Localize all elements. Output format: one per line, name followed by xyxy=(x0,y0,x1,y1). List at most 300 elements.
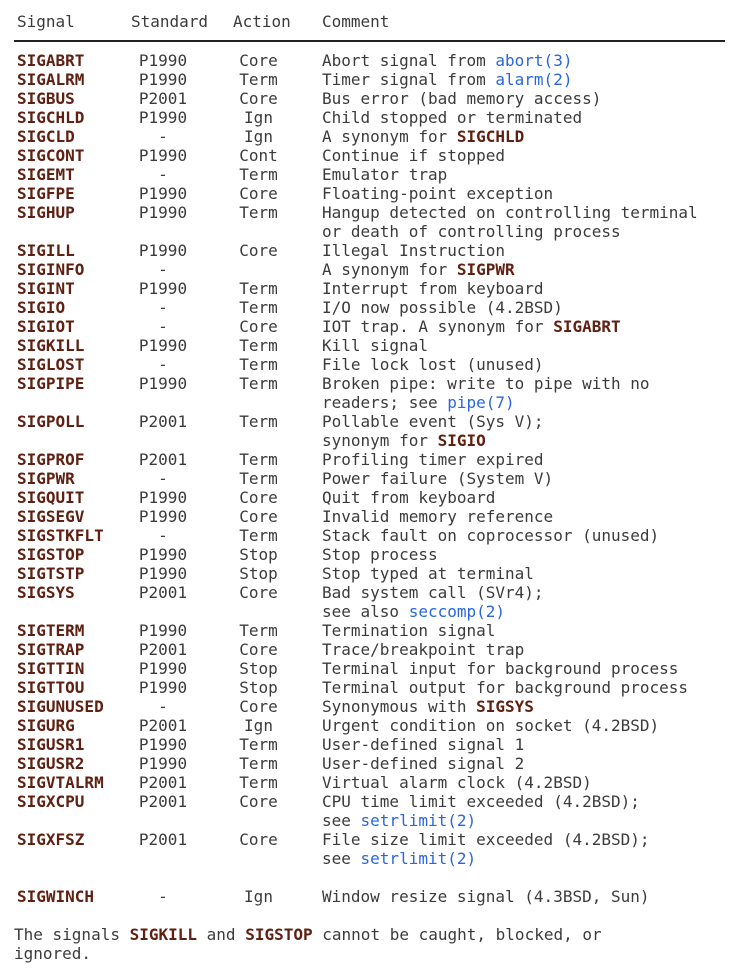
comment-line xyxy=(322,583,725,602)
standard-cell: - xyxy=(158,697,168,716)
footnote-paragraph xyxy=(14,925,725,963)
comment-line xyxy=(322,450,725,469)
comment-cell xyxy=(322,260,725,279)
signal-name-cell xyxy=(14,545,131,564)
action-cell: Term xyxy=(239,469,278,488)
comment-line xyxy=(322,431,725,450)
signal-reference: SIGSTOP xyxy=(245,925,313,944)
comment-cell xyxy=(322,184,725,203)
comment-line xyxy=(322,792,725,811)
standard-cell: - xyxy=(158,260,168,279)
signal-name: SIGUSR2 xyxy=(17,754,85,773)
comment-cell xyxy=(322,165,725,184)
text-segment: Stop process xyxy=(322,545,438,564)
text-segment: Hangup detected on controlling terminal xyxy=(322,203,698,222)
text-segment: readers; see xyxy=(322,393,448,412)
comment-cell xyxy=(322,70,725,89)
action-cell: Stop xyxy=(239,659,278,678)
standard-cell: P1990 xyxy=(138,754,188,773)
signal-name: SIGINT xyxy=(17,279,75,298)
signal-reference: SIGSYS xyxy=(476,697,534,716)
comment-line xyxy=(322,621,725,640)
signal-name: SIGCLD xyxy=(17,127,75,146)
table-row xyxy=(14,887,725,906)
signal-name-cell xyxy=(14,89,131,108)
comment-line xyxy=(322,108,725,127)
comment-line xyxy=(322,260,725,279)
action-cell: Term xyxy=(239,412,278,431)
comment-cell xyxy=(322,716,725,735)
signal-name: SIGEMT xyxy=(17,165,75,184)
signal-name-cell xyxy=(14,184,131,203)
comment-line xyxy=(322,222,725,241)
signal-name: SIGFPE xyxy=(17,184,75,203)
action-cell: Core xyxy=(239,51,278,70)
standard-cell: P1990 xyxy=(138,735,188,754)
alarm-2-link[interactable]: alarm(2) xyxy=(495,70,573,89)
text-segment: Child stopped or terminated xyxy=(322,108,583,127)
text-segment: File lock lost (unused) xyxy=(322,355,544,374)
signal-name: SIGSYS xyxy=(17,583,75,602)
standard-cell: - xyxy=(158,127,168,146)
table-row xyxy=(14,70,725,89)
text-segment: Profiling timer expired xyxy=(322,450,544,469)
comment-cell xyxy=(322,488,725,507)
table-row xyxy=(14,241,725,260)
signal-name: SIGSTKFLT xyxy=(17,526,104,545)
comment-line xyxy=(322,165,725,184)
standard-cell: - xyxy=(158,165,168,184)
comment-cell xyxy=(322,526,725,545)
action-cell: Term xyxy=(239,526,278,545)
standard-cell: P1990 xyxy=(138,678,188,697)
setrlimit-2-link[interactable]: setrlimit(2) xyxy=(360,849,477,868)
signal-name: SIGCONT xyxy=(17,146,85,165)
comment-line xyxy=(322,678,725,697)
comment-cell xyxy=(322,241,725,260)
column-header-standard: Standard xyxy=(131,12,195,41)
signal-name-cell xyxy=(14,678,131,697)
comment-line xyxy=(322,602,725,621)
text-segment: ignored. xyxy=(14,944,92,963)
table-row xyxy=(14,583,725,621)
setrlimit-2-link[interactable]: setrlimit(2) xyxy=(360,811,477,830)
text-segment: Kill signal xyxy=(322,336,428,355)
table-row xyxy=(14,697,725,716)
text-segment: Bus error (bad memory access) xyxy=(322,89,602,108)
signal-name: SIGTRAP xyxy=(17,640,85,659)
text-segment: Interrupt from keyboard xyxy=(322,279,544,298)
signal-name: SIGPWR xyxy=(17,469,75,488)
comment-line xyxy=(322,773,725,792)
text-segment: Abort signal from xyxy=(322,51,496,70)
text-segment: see xyxy=(322,811,361,830)
comment-cell xyxy=(322,146,725,165)
table-row xyxy=(14,678,725,697)
table-row xyxy=(14,469,725,488)
table-body xyxy=(14,41,725,906)
text-segment: User-defined signal 2 xyxy=(322,754,525,773)
table-row xyxy=(14,545,725,564)
standard-cell: P2001 xyxy=(138,89,188,108)
signal-name-cell xyxy=(14,41,131,70)
standard-cell: P2001 xyxy=(138,773,188,792)
standard-cell: P2001 xyxy=(138,412,188,431)
signal-name-cell xyxy=(14,697,131,716)
action-cell: Term xyxy=(239,374,278,393)
table-row xyxy=(14,526,725,545)
table-row xyxy=(14,564,725,583)
table-row xyxy=(14,412,725,450)
action-cell: Term xyxy=(239,450,278,469)
action-cell: Core xyxy=(239,830,278,849)
action-cell: Core xyxy=(239,792,278,811)
standard-cell: P2001 xyxy=(138,792,188,811)
signal-name-cell xyxy=(14,640,131,659)
text-segment: Termination signal xyxy=(322,621,496,640)
action-cell: Stop xyxy=(239,545,278,564)
signal-name-cell xyxy=(14,165,131,184)
footnote-line xyxy=(14,925,725,944)
column-header-comment: Comment xyxy=(322,12,725,41)
standard-cell: P1990 xyxy=(138,564,188,583)
text-segment: Trace/breakpoint trap xyxy=(322,640,525,659)
seccomp-2-link[interactable]: seccomp(2) xyxy=(408,602,506,621)
text-segment: Stop typed at terminal xyxy=(322,564,534,583)
comment-cell xyxy=(322,507,725,526)
comment-cell xyxy=(322,203,725,241)
action-cell: Cont xyxy=(239,146,278,165)
comment-cell xyxy=(322,469,725,488)
signal-reference: SIGABRT xyxy=(553,317,621,336)
table-row xyxy=(14,260,725,279)
comment-line xyxy=(322,811,725,830)
signal-name: SIGTSTP xyxy=(17,564,85,583)
table-row xyxy=(14,792,725,830)
action-cell: Ign xyxy=(244,716,273,735)
comment-line xyxy=(322,70,725,89)
table-row xyxy=(14,165,725,184)
table-row xyxy=(14,507,725,526)
standard-cell: P2001 xyxy=(138,716,188,735)
comment-line xyxy=(322,735,725,754)
action-cell: Core xyxy=(239,317,278,336)
text-segment: Terminal input for background process xyxy=(322,659,679,678)
text-segment: User-defined signal 1 xyxy=(322,735,525,754)
action-cell: Ign xyxy=(244,127,273,146)
table-header-row xyxy=(14,12,725,41)
signal-name-cell xyxy=(14,469,131,488)
comment-line xyxy=(322,412,725,431)
standard-cell: P1990 xyxy=(138,545,188,564)
standard-cell: P2001 xyxy=(138,830,188,849)
text-segment: Illegal Instruction xyxy=(322,241,506,260)
comment-line xyxy=(322,507,725,526)
table-row xyxy=(14,621,725,640)
comment-cell xyxy=(322,412,725,450)
footnote-line xyxy=(14,944,725,963)
table-row xyxy=(14,735,725,754)
table-row xyxy=(14,279,725,298)
signal-name-cell xyxy=(14,507,131,526)
text-segment: Urgent condition on socket (4.2BSD) xyxy=(322,716,660,735)
comment-cell xyxy=(322,735,725,754)
action-cell: Term xyxy=(239,203,278,222)
signal-name-cell xyxy=(14,773,131,792)
text-segment: Quit from keyboard xyxy=(322,488,496,507)
action-cell: Term xyxy=(239,735,278,754)
action-cell: Term xyxy=(239,773,278,792)
text-segment: see also xyxy=(322,602,409,621)
signal-name-cell xyxy=(14,830,131,868)
signal-name: SIGTTOU xyxy=(17,678,85,697)
text-segment: IOT trap. A synonym for xyxy=(322,317,554,336)
action-cell: Core xyxy=(239,488,278,507)
signal-name: SIGXCPU xyxy=(17,792,85,811)
comment-line xyxy=(322,127,725,146)
comment-cell xyxy=(322,279,725,298)
table-row xyxy=(14,317,725,336)
standard-cell: - xyxy=(158,887,168,906)
signal-name-cell xyxy=(14,336,131,355)
comment-cell xyxy=(322,355,725,374)
signal-name: SIGABRT xyxy=(17,51,85,70)
text-segment: A synonym for xyxy=(322,260,457,279)
signal-name: SIGVTALRM xyxy=(17,773,104,792)
pipe-7-link[interactable]: pipe(7) xyxy=(447,393,515,412)
table-row xyxy=(14,146,725,165)
comment-cell xyxy=(322,887,725,906)
signal-name-cell xyxy=(14,526,131,545)
comment-cell xyxy=(322,773,725,792)
comment-line xyxy=(322,697,725,716)
action-cell: Core xyxy=(239,697,278,716)
text-segment: cannot be caught, blocked, or xyxy=(312,925,602,944)
comment-cell xyxy=(322,298,725,317)
text-segment: Stack fault on coprocessor (unused) xyxy=(322,526,660,545)
comment-cell xyxy=(322,830,725,868)
action-cell: Ign xyxy=(244,887,273,906)
comment-line xyxy=(322,659,725,678)
action-cell: Term xyxy=(239,298,278,317)
text-segment: Broken pipe: write to pipe with no xyxy=(322,374,650,393)
comment-line xyxy=(322,374,725,393)
table-row xyxy=(14,640,725,659)
text-segment: CPU time limit exceeded (4.2BSD); xyxy=(322,792,640,811)
table-row xyxy=(14,298,725,317)
signal-name-cell xyxy=(14,70,131,89)
signal-reference: SIGKILL xyxy=(129,925,198,944)
signal-name-cell xyxy=(14,241,131,260)
signal-name: SIGTERM xyxy=(17,621,85,640)
standard-cell: P1990 xyxy=(138,108,188,127)
signal-name: SIGIOT xyxy=(17,317,75,336)
comment-line xyxy=(322,336,725,355)
text-segment: Continue if stopped xyxy=(322,146,506,165)
signal-name: SIGSTOP xyxy=(17,545,85,564)
signal-name-cell xyxy=(14,792,131,830)
text-segment: or death of controlling process xyxy=(322,222,621,241)
text-segment: Synonymous with xyxy=(322,697,477,716)
comment-cell xyxy=(322,89,725,108)
signal-name: SIGTTIN xyxy=(17,659,85,678)
comment-line xyxy=(322,298,725,317)
comment-cell xyxy=(322,41,725,70)
table-row xyxy=(14,374,725,412)
comment-cell xyxy=(322,678,725,697)
comment-cell xyxy=(322,545,725,564)
signal-reference: SIGCHLD xyxy=(456,127,525,146)
text-segment: Window resize signal (4.3BSD, Sun) xyxy=(322,887,650,906)
text-segment: The signals xyxy=(14,925,130,944)
text-segment: see xyxy=(322,849,361,868)
comment-line xyxy=(322,469,725,488)
table-row xyxy=(14,773,725,792)
action-cell: Core xyxy=(239,507,278,526)
comment-line xyxy=(322,564,725,583)
signal-name-cell xyxy=(14,260,131,279)
comment-cell xyxy=(322,659,725,678)
comment-line xyxy=(322,51,725,70)
signal-name: SIGUNUSED xyxy=(17,697,104,716)
comment-cell xyxy=(322,127,725,146)
text-segment: Power failure (System V) xyxy=(322,469,554,488)
standard-cell: P1990 xyxy=(138,659,188,678)
signal-name-cell xyxy=(14,127,131,146)
action-cell: Term xyxy=(239,279,278,298)
signal-name-cell xyxy=(14,887,131,906)
comment-line xyxy=(322,488,725,507)
standard-cell: - xyxy=(158,298,168,317)
standard-cell: P1990 xyxy=(138,203,188,222)
standard-cell: - xyxy=(158,317,168,336)
signal-name: SIGQUIT xyxy=(17,488,85,507)
standard-cell: P1990 xyxy=(138,279,188,298)
comment-cell xyxy=(322,697,725,716)
comment-line xyxy=(322,526,725,545)
signal-name-cell xyxy=(14,298,131,317)
signal-name-cell xyxy=(14,412,131,450)
text-segment: Bad system call (SVr4); xyxy=(322,583,544,602)
standard-cell: P1990 xyxy=(138,336,188,355)
signal-name: SIGLOST xyxy=(17,355,85,374)
signal-name-cell xyxy=(14,564,131,583)
standard-cell: - xyxy=(158,469,168,488)
comment-cell xyxy=(322,621,725,640)
action-cell: Stop xyxy=(239,678,278,697)
signal-name: SIGKILL xyxy=(17,336,85,355)
comment-line xyxy=(322,754,725,773)
table-row xyxy=(14,355,725,374)
abort-3-link[interactable]: abort(3) xyxy=(495,51,573,70)
comment-line xyxy=(322,317,725,336)
standard-cell: P1990 xyxy=(138,51,188,70)
comment-line xyxy=(322,887,725,906)
comment-cell xyxy=(322,450,725,469)
table-row xyxy=(14,450,725,469)
comment-line xyxy=(322,716,725,735)
action-cell: Stop xyxy=(239,564,278,583)
signal-name-cell xyxy=(14,108,131,127)
action-cell: Core xyxy=(239,241,278,260)
comment-cell xyxy=(322,564,725,583)
table-row xyxy=(14,41,725,70)
comment-line xyxy=(322,146,725,165)
table-row xyxy=(14,336,725,355)
signal-name: SIGCHLD xyxy=(17,108,85,127)
standard-cell: P1990 xyxy=(138,488,188,507)
signal-name-cell xyxy=(14,374,131,412)
action-cell: Term xyxy=(239,355,278,374)
table-row xyxy=(14,184,725,203)
comment-line xyxy=(322,89,725,108)
signal-name: SIGUSR1 xyxy=(17,735,85,754)
standard-cell: P1990 xyxy=(138,70,188,89)
signal-name: SIGBUS xyxy=(17,89,75,108)
signal-name-cell xyxy=(14,488,131,507)
column-header-signal: Signal xyxy=(14,12,131,41)
action-cell: Ign xyxy=(244,108,273,127)
spacer-row xyxy=(14,868,725,887)
text-segment: Terminal output for background process xyxy=(322,678,689,697)
comment-cell xyxy=(322,317,725,336)
standard-cell: - xyxy=(158,526,168,545)
signal-name: SIGWINCH xyxy=(17,887,95,906)
action-cell: Core xyxy=(239,640,278,659)
column-header-action: Action xyxy=(195,12,322,41)
signals-table xyxy=(14,12,725,906)
action-cell: Term xyxy=(239,165,278,184)
table-row xyxy=(14,488,725,507)
text-segment: Floating-point exception xyxy=(322,184,554,203)
table-row xyxy=(14,659,725,678)
comment-line xyxy=(322,241,725,260)
action-cell xyxy=(195,260,322,279)
standard-cell: P2001 xyxy=(138,450,188,469)
action-cell: Core xyxy=(239,89,278,108)
action-cell: Term xyxy=(239,754,278,773)
comment-line xyxy=(322,830,725,849)
action-cell: Core xyxy=(239,583,278,602)
signal-name-cell xyxy=(14,279,131,298)
comment-cell xyxy=(322,336,725,355)
comment-cell xyxy=(322,792,725,830)
text-segment: Timer signal from xyxy=(322,70,496,89)
comment-cell xyxy=(322,374,725,412)
table-row xyxy=(14,754,725,773)
standard-cell: P1990 xyxy=(138,507,188,526)
comment-cell xyxy=(322,583,725,621)
comment-line xyxy=(322,184,725,203)
signal-reference: SIGPWR xyxy=(456,260,515,279)
signal-name-cell xyxy=(14,317,131,336)
action-cell: Core xyxy=(239,184,278,203)
signal-name: SIGHUP xyxy=(17,203,75,222)
signal-name: SIGURG xyxy=(17,716,75,735)
signal-name-cell xyxy=(14,754,131,773)
text-segment: File size limit exceeded (4.2BSD); xyxy=(322,830,650,849)
table-row xyxy=(14,716,725,735)
standard-cell: P1990 xyxy=(138,146,188,165)
table-row xyxy=(14,203,725,241)
comment-line xyxy=(322,545,725,564)
text-segment: I/O now possible (4.2BSD) xyxy=(322,298,563,317)
comment-line xyxy=(322,203,725,222)
standard-cell: P1990 xyxy=(138,621,188,640)
action-cell: Term xyxy=(239,70,278,89)
table-row xyxy=(14,108,725,127)
standard-cell: P1990 xyxy=(138,374,188,393)
